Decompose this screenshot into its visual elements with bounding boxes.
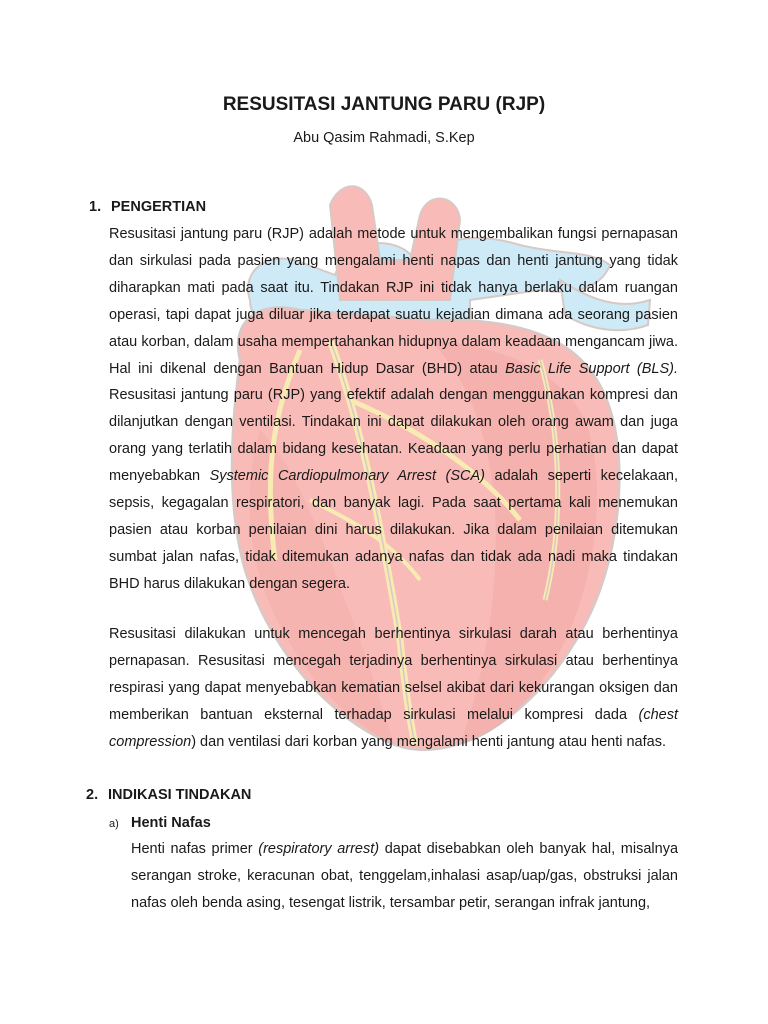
subsection-heading-henti-nafas xyxy=(109,812,211,835)
paragraph-text: Resusitasi jantung paru (RJP) adalah metode untuk mengembalikan fungsi pernapasan dan sirkulasi pada pasien yang mengalami henti napas dan henti jantung yang tidak diharapkan mati pada saat itu. Tindakan RJP ini tidak hanya berlaku dalam ruangan operasi, tapi dapat juga diluar jika terdapat suatu kejadian dimana ada seorang pasien atau korban, dalam usaha mempertahankan hidupnya dalam keadaan mengancam jiwa. Hal ini dikenal dengan Bantuan Hidup Dasar (BHD) atau xyxy=(109,226,678,377)
section-number: 1. xyxy=(89,199,102,215)
paragraph-italic-text: Basic Life Support (BLS). xyxy=(505,360,679,377)
paragraph-italic-text: (chest compression xyxy=(109,706,678,750)
section-heading-text: INDIKASI TINDAKAN xyxy=(108,787,252,803)
paragraph-pengertian-1 xyxy=(109,221,678,598)
section-number: 2. xyxy=(86,787,99,803)
subsection-label: Henti Nafas xyxy=(131,815,211,831)
paragraph-henti-nafas xyxy=(131,836,678,917)
section-heading-indikasi xyxy=(86,785,251,805)
paragraph-pengertian-2 xyxy=(109,621,678,756)
document-title: RESUSITASI JANTUNG PARU (RJP) xyxy=(222,94,546,115)
paragraph-italic-text: Systemic Cardiopulmonary Arrest (SCA) xyxy=(209,468,485,485)
section-heading-text: PENGERTIAN xyxy=(111,199,207,215)
paragraph-text: Resusitasi dilakukan untuk mencegah berhentinya sirkulasi darah atau berhentinya pernapasan. Resusitasi mencegah terjadinya berhentinya sirkulasi atau berhentinya respirasi yang dapat menyebabkan kematian selsel akibat dari kekurangan oksigen dan memberikan bantuan eksternal terhadap sirkulasi melalui kompresi dada xyxy=(109,626,678,723)
paragraph-text: Resusitasi jantung paru (RJP) yang efektif adalah dengan menggunakan kompresi dan dilanjutkan dengan ventilasi. Tindakan ini dapat dilakukan oleh orang awam dan juga orang yang terlatih dalam bidang kesehatan. Keadaan yang perlu perhatian dan dapat menyebabkan xyxy=(109,387,678,485)
subsection-letter: a) xyxy=(109,818,119,830)
document-author: Abu Qasim Rahmadi, S.Kep xyxy=(293,130,475,146)
paragraph-text: ) dan ventilasi dari korban yang mengalami henti jantung atau henti nafas. xyxy=(191,733,666,750)
paragraph-text: Henti nafas primer xyxy=(131,841,253,857)
section-heading-pengertian xyxy=(89,197,206,217)
paragraph-italic-text: (respiratory arrest) xyxy=(258,841,380,857)
paragraph-text: adalah seperti kecelakaan, sepsis, kegagalan respiratori, dan banyak lagi. Pada saat pertama kali menemukan pasien atau korban penilaian dini harus dilakukan. Jika dalam penilaian ditemukan sumbat jalan nafas, tidak ditemukan adanya nafas dan tidak ada nadi maka tindakan BHD harus dilakukan dengan segera. xyxy=(109,468,678,592)
paragraph-text: dapat disebabkan oleh banyak hal, misalnya serangan stroke, keracunan obat, tenggelam,inhalasi asap/uap/gas, obstruksi jalan nafas oleh benda asing, tesengat listrik, tersambar petir, serangan infrak jantung, xyxy=(131,841,679,911)
